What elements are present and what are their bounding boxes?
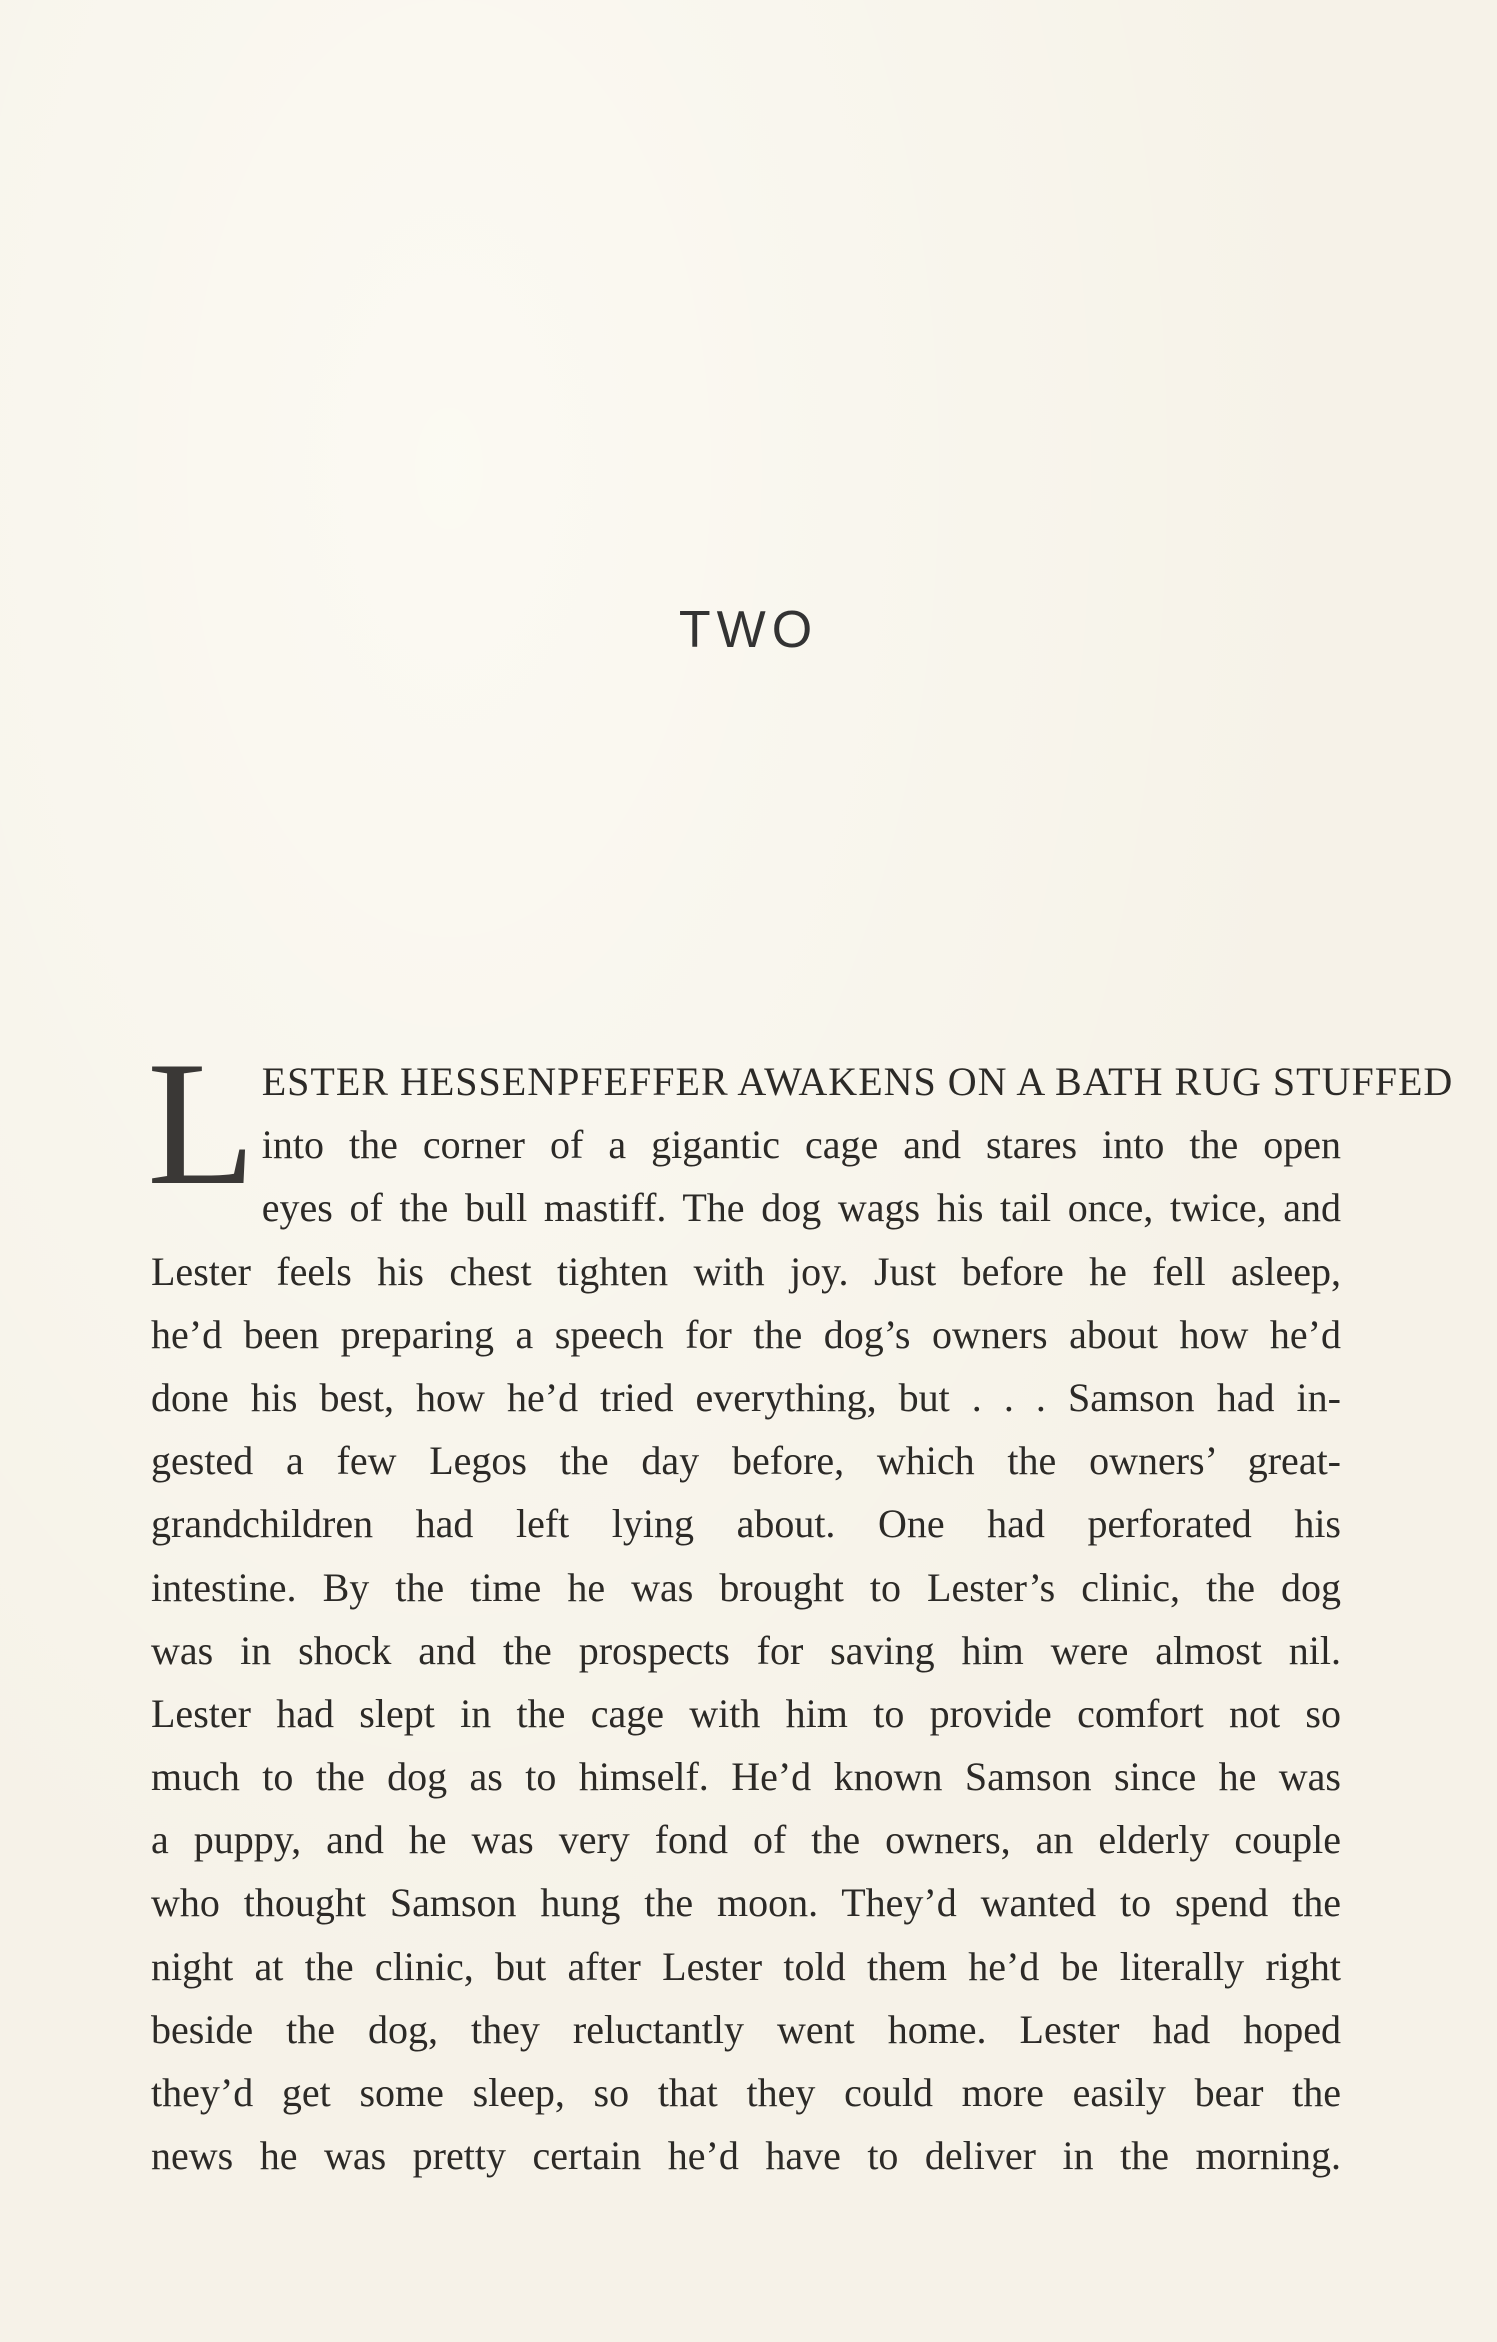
text-line: they’d get some sleep, so that they could more easily bear the bbox=[151, 2070, 1341, 2115]
text-line: was in shock and the prospects for saving him were almost nil. bbox=[151, 1627, 1341, 1673]
chapter-title: TWO bbox=[678, 601, 819, 659]
text-line: grandchildren had left lying about. One had perforated his bbox=[151, 1501, 1341, 1547]
opening-small-caps: ESTER HESSENPFEFFER AWAKENS ON A BATH RUG STUFFED bbox=[261, 1059, 1454, 1104]
text-line: Lester feels his chest tighten with joy. Just before he fell asleep, bbox=[151, 1248, 1341, 1294]
text-line: eyes of the bull mastiff. The dog wags his tail once, twice, and bbox=[261, 1185, 1341, 1231]
text-line: night at the clinic, but after Lester told them he’d be literally right bbox=[151, 1943, 1341, 1989]
text-line: into the corner of a gigantic cage and stares into the open bbox=[261, 1122, 1341, 1168]
text-line: beside the dog, they reluctantly went home. Lester had hoped bbox=[151, 2006, 1341, 2052]
text-line: Lester had slept in the cage with him to provide comfort not so bbox=[151, 1690, 1341, 1736]
text-line: much to the dog as to himself. He’d known Samson since he was bbox=[151, 1754, 1341, 1800]
opening-line bbox=[151, 1050, 1454, 1113]
text-line: gested a few Legos the day before, which the owners’ great- bbox=[151, 1438, 1341, 1484]
text-line: he’d been preparing a speech for the dog’s owners about how he’d bbox=[151, 1311, 1341, 1357]
text-line: a puppy, and he was very fond of the owners, an elderly couple bbox=[151, 1817, 1341, 1863]
text-line: who thought Samson hung the moon. They’d wanted to spend the bbox=[151, 1880, 1341, 1926]
text-line: intestine. By the time he was brought to Lester’s clinic, the dog bbox=[151, 1564, 1341, 1610]
drop-cap: L bbox=[147, 1024, 256, 1222]
chapter-paragraph bbox=[147, 1024, 1454, 2187]
text-line: done his best, how he’d tried everything, but . . . Samson had in- bbox=[151, 1374, 1341, 1420]
text-line: news he was pretty certain he’d have to deliver in the morning. bbox=[151, 2133, 1341, 2179]
